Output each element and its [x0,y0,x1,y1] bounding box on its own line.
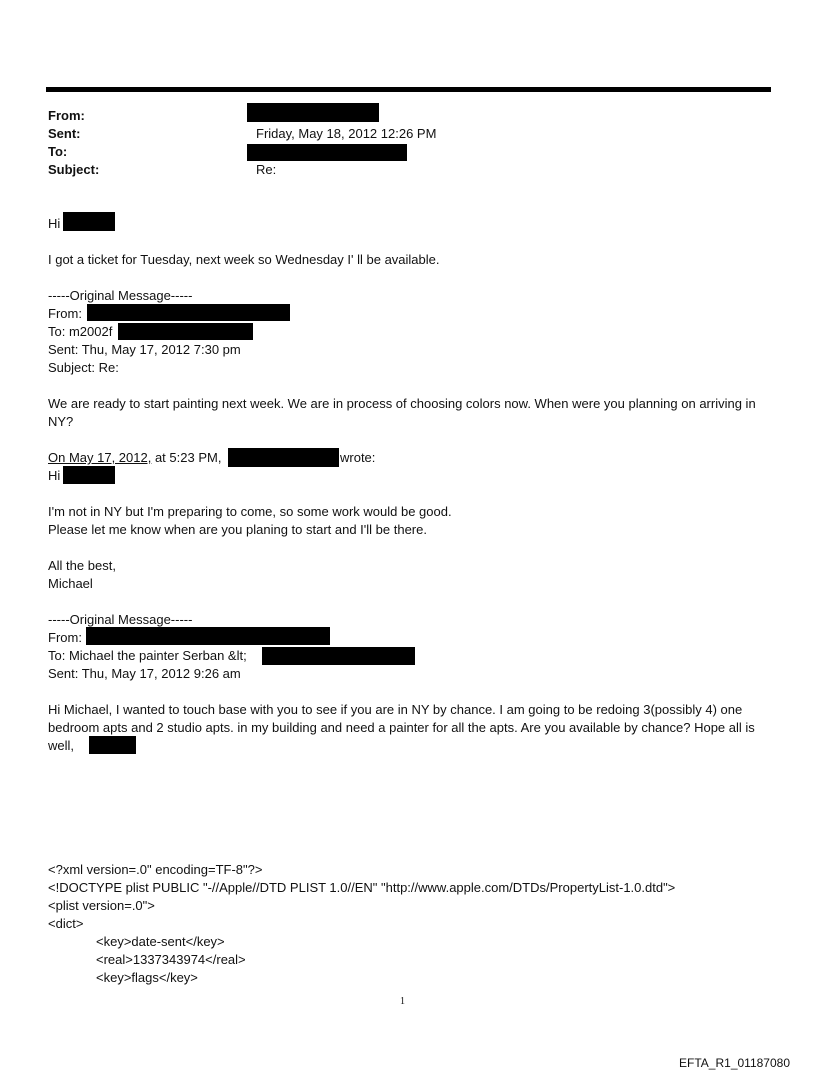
redaction-original-1-from [87,304,290,321]
message-1: I got a ticket for Tuesday, next week so Wednesday I' ll be available. [48,252,440,267]
xml-line-2: <!DOCTYPE plist PUBLIC "-//Apple//DTD PLIST 1.0//EN" "http://www.apple.com/DTDs/PropertyList-1.0.dtd"> [48,880,676,895]
xml-line-7: <key>flags</key> [96,970,198,985]
page-number: 1 [400,996,405,1007]
redaction-quote-hi-name [63,466,115,484]
xml-line-6: <real>1337343974</real> [96,952,246,967]
message-2: We are ready to start painting next week. We are in process of choosing colors now. When were you planning on arriving in NY? [48,396,756,429]
original-message-separator-2: -----Original Message----- [48,612,193,627]
to-label: To: [48,144,68,159]
greeting: Hi [48,216,61,231]
redaction-greeting-name [63,212,115,231]
message-4: Hi Michael, I wanted to touch base with you to see if you are in NY by chance. I am going to be redoing 3(possibly 4) one bedroom apts and 2 studio apts. in my building and need a painter for all the apts. Are you available by chance? Hope all is well, [48,702,755,753]
redaction-signature [89,736,136,754]
xml-line-3: <plist version=.0"> [48,898,155,913]
redaction-original-1-to [118,323,253,340]
redaction-original-2-to [262,647,415,665]
from-label: From: [48,108,85,123]
xml-line-1: <?xml version=.0" encoding=TF-8"?> [48,862,263,877]
xml-line-4: <dict> [48,916,84,931]
original-1-from: From: [48,306,82,321]
message-3-line-1: I'm not in NY but I'm preparing to come, so some work would be good. [48,504,452,519]
quote-intro [48,449,221,467]
subject-value: Re: [256,162,277,177]
original-2-to: To: Michael the painter Serban &lt; [48,648,247,663]
document-id: EFTA_R1_01187080 [679,1056,790,1070]
sent-value: Friday, May 18, 2012 12:26 PM [256,126,437,141]
original-1-sent: Sent: Thu, May 17, 2012 7:30 pm [48,342,241,357]
subject-label: Subject: [48,162,100,177]
message-3-line-2: Please let me know when are you planing to start and I'll be there. [48,522,427,537]
header-rule [46,87,771,92]
quote-intro-time: at 5:23 PM, [151,450,222,465]
redaction-original-2-from [86,627,330,645]
original-2-sent: Sent: Thu, May 17, 2012 9:26 am [48,666,241,681]
original-message-separator-1: -----Original Message----- [48,288,193,303]
quote-hi: Hi [48,468,61,483]
sent-label: Sent: [48,126,81,141]
quote-intro-date: On May 17, 2012, [48,450,152,465]
signoff-1: All the best, [48,558,116,573]
xml-line-5: <key>date-sent</key> [96,934,225,949]
redaction-quote-sender [228,448,339,467]
redaction-to [247,144,407,161]
quote-wrote: wrote: [340,450,376,465]
original-1-to: To: m2002f [48,324,113,339]
original-1-subject: Subject: Re: [48,360,119,375]
original-2-from: From: [48,630,82,645]
signoff-2: Michael [48,576,93,591]
redaction-from [247,103,379,122]
